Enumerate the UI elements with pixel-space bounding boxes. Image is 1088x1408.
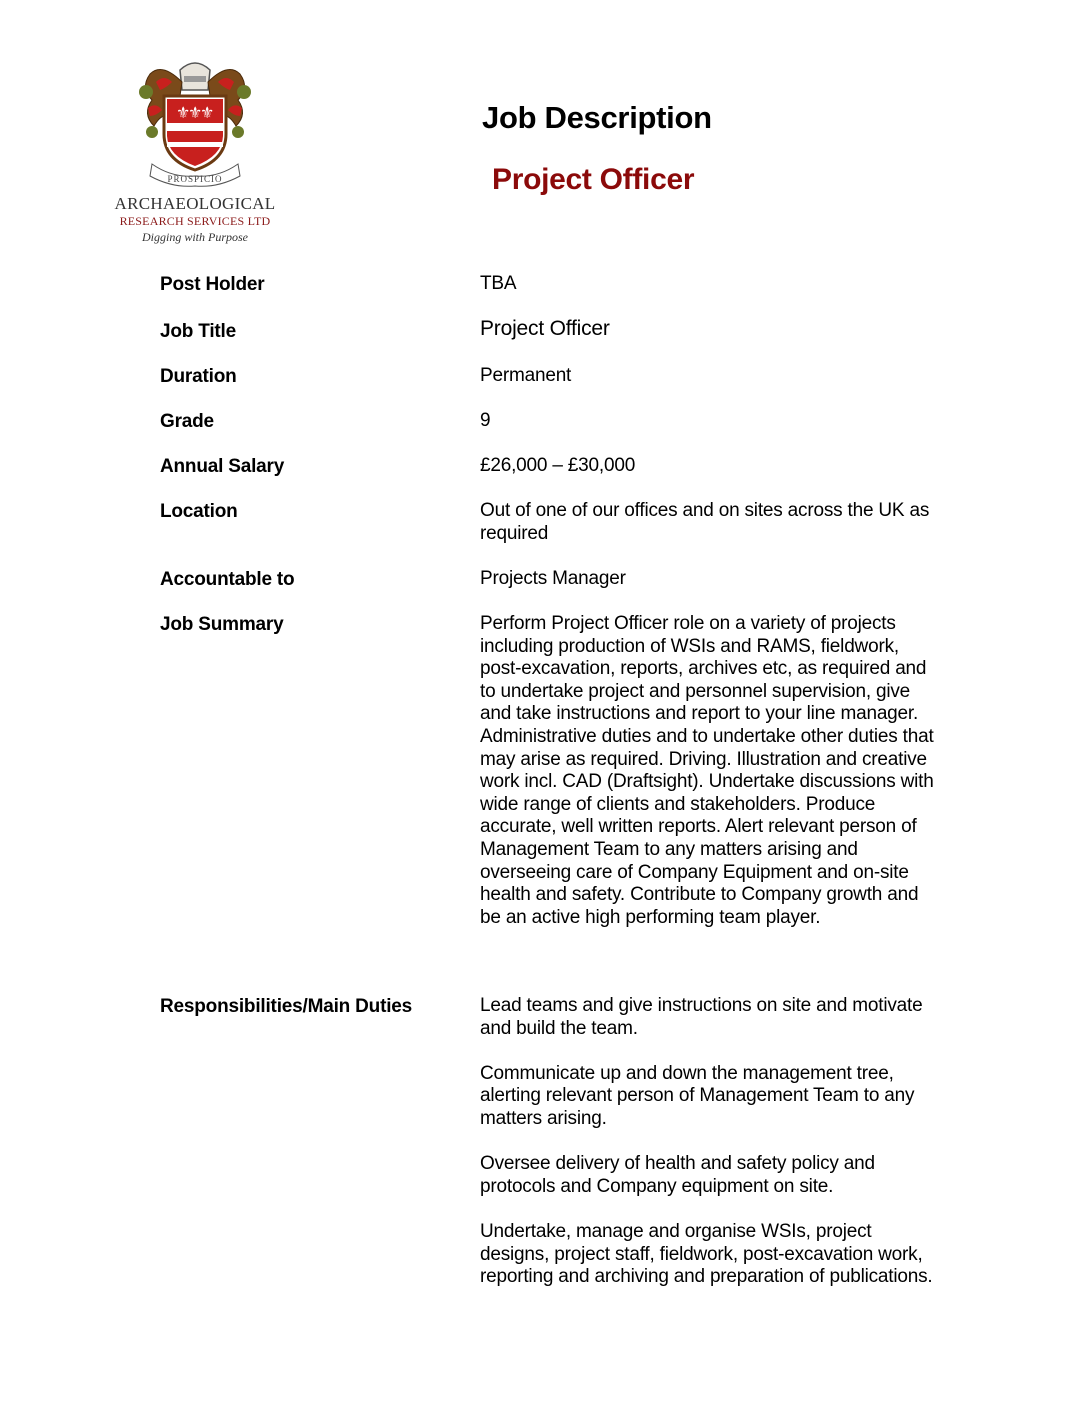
- field-label: Post Holder: [160, 274, 265, 295]
- responsibilities-list: [480, 995, 935, 1289]
- field-value: Projects Manager: [480, 568, 626, 589]
- field-label: Responsibilities/Main Duties: [160, 996, 413, 1017]
- field-label: Annual Salary: [160, 456, 285, 477]
- list-item: Undertake, manage and organise WSIs, project designs, project staff, fieldwork, post-excavation work, reporting and archiving and preparation of publications.: [480, 1220, 933, 1288]
- field-value: 9: [480, 410, 491, 431]
- svg-text:⚜: ⚜: [188, 103, 203, 122]
- page-subtitle: Project Officer: [492, 163, 695, 196]
- logo-company-subname: RESEARCH SERVICES LTD: [119, 214, 271, 228]
- field-value: TBA: [480, 273, 517, 294]
- list-item: Oversee delivery of health and safety policy and protocols and Company equipment on site.: [480, 1153, 875, 1197]
- svg-text:⚜: ⚜: [176, 103, 191, 122]
- logo-company-name: ARCHAEOLOGICAL: [114, 194, 276, 213]
- field-label: Grade: [160, 411, 214, 432]
- company-logo: [110, 52, 280, 247]
- crest-motto: PROSPICIO: [167, 174, 223, 184]
- field-label: Duration: [160, 366, 237, 387]
- field-value: Permanent: [480, 365, 572, 386]
- svg-text:⚜: ⚜: [200, 103, 215, 122]
- field-value: Project Officer: [480, 317, 610, 340]
- field-label: Accountable to: [160, 569, 295, 590]
- field-label: Job Title: [160, 321, 236, 342]
- crest-icon: [132, 52, 258, 192]
- field-value: £26,000 – £30,000: [480, 455, 636, 476]
- job-summary-text: Perform Project Officer role on a variety of projects including production of WSIs and RAMS, fieldwork, post-excavation, reports, archives etc, as required and to undertake project and personnel supervision, give and take instructions and report to your line manager. Administrative duties and to undertake other duties that may arise as required. Driving. Illustration and creative work incl. CAD (Draftsight). Undertake discussions with wide range of clients and stakeholders. Produce accurate, well written reports. Alert relevant person of Management Team to any matters arising and overseeing care of Company Equipment and on-site health and safety. Contribute to Company growth and be an active high performing team player.: [480, 613, 934, 928]
- list-item: Lead teams and give instructions on site and motivate and build the team.: [480, 995, 923, 1039]
- field-label: Job Summary: [160, 614, 284, 635]
- page-title: Job Description: [482, 100, 712, 135]
- field-label: Location: [160, 501, 238, 522]
- field-value: Out of one of our offices and on sites across the UK as required: [480, 500, 930, 544]
- logo-tagline: Digging with Purpose: [141, 230, 248, 244]
- list-item: Communicate up and down the management tree, alerting relevant person of Management Team to any matters arising.: [480, 1062, 915, 1129]
